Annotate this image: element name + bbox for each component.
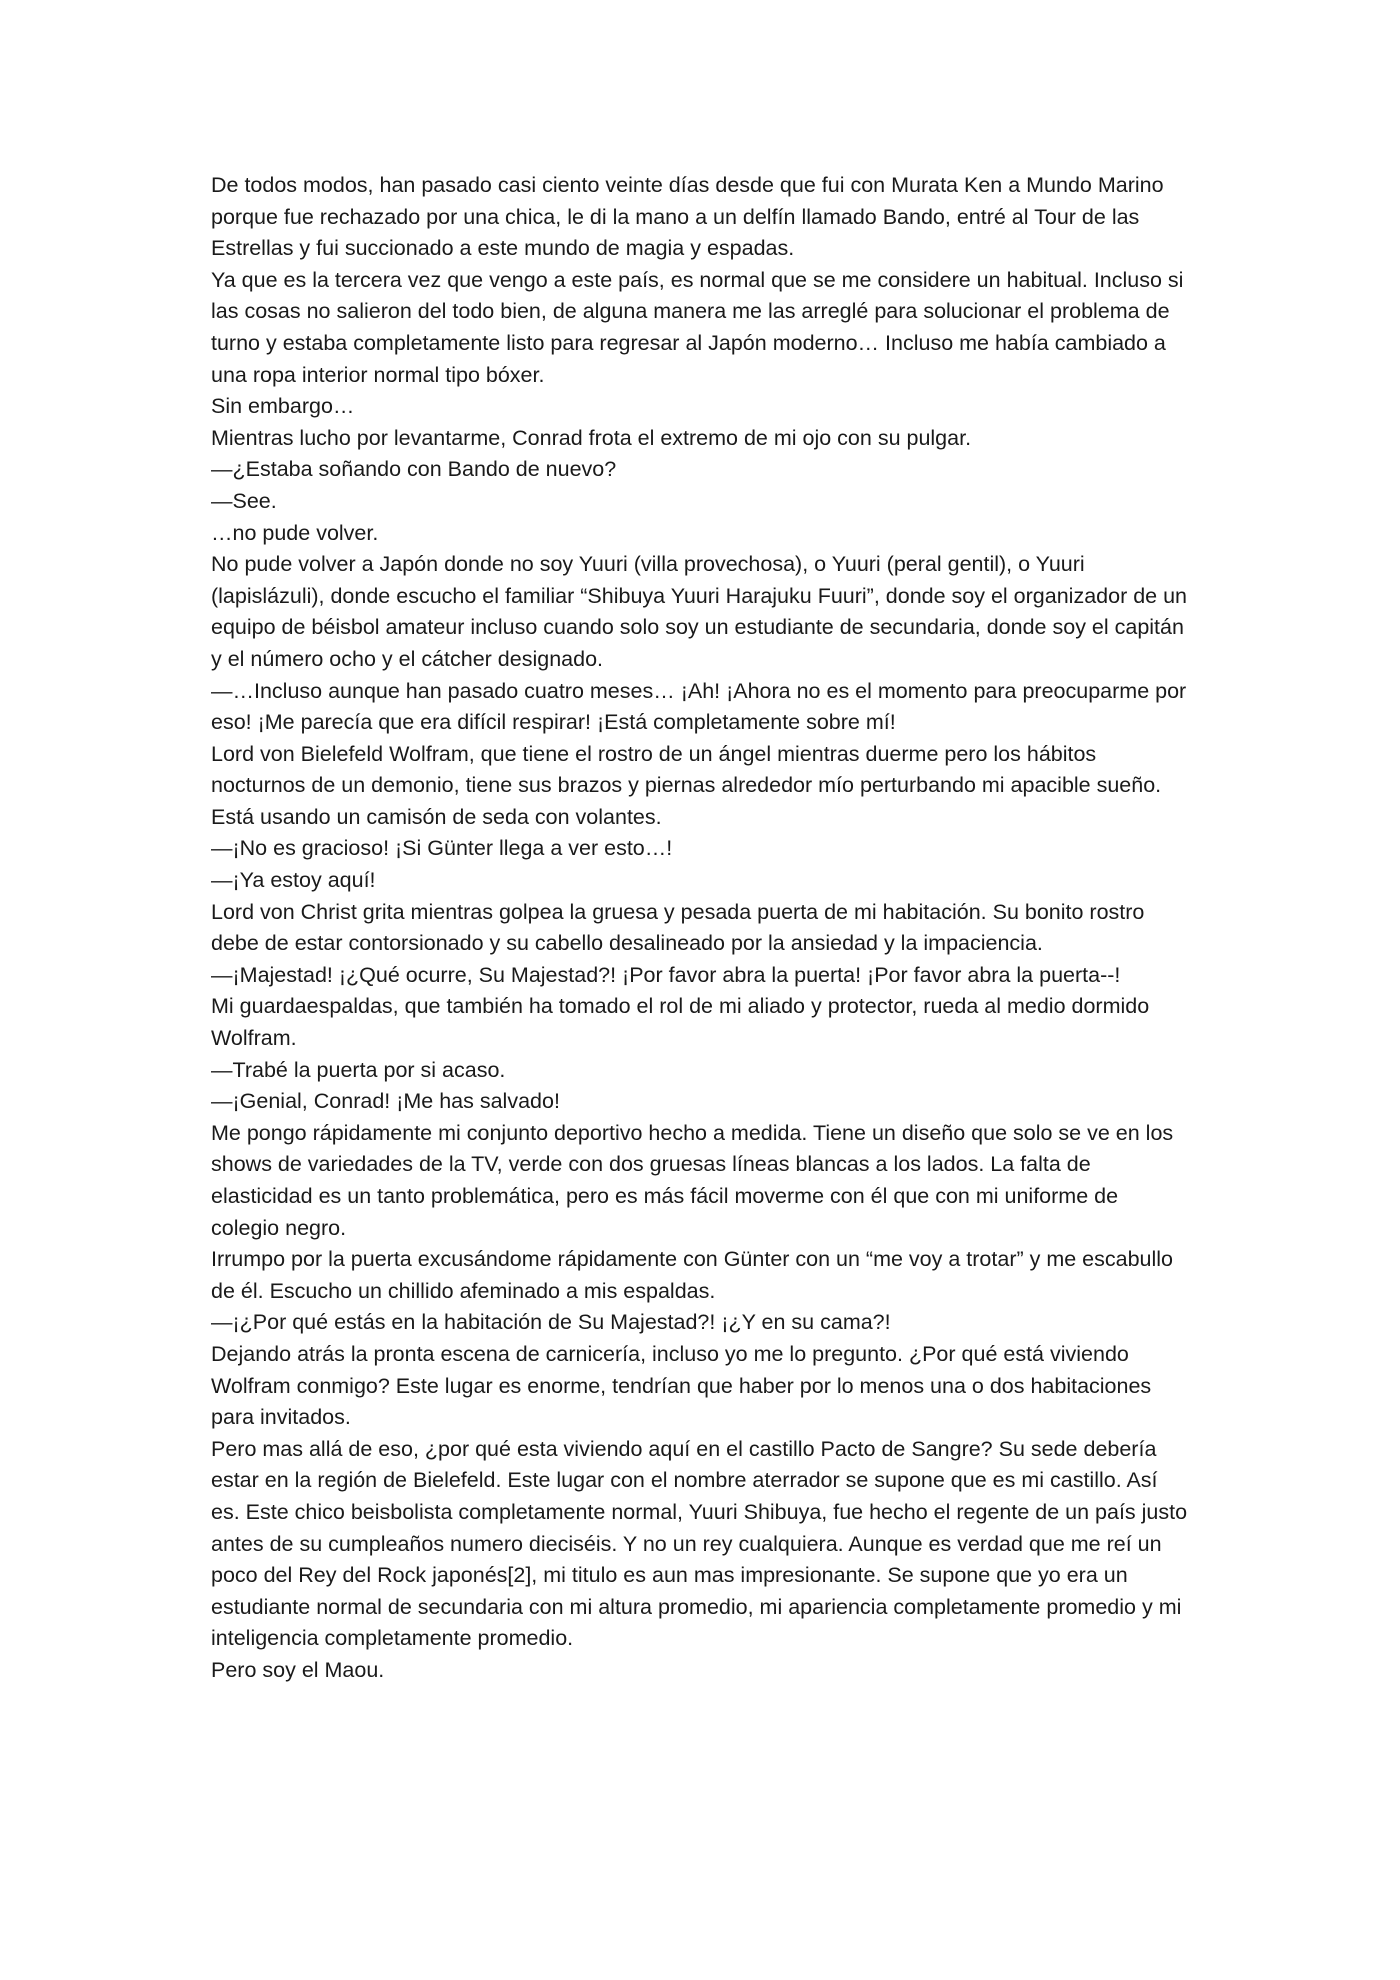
paragraph: Ya que es la tercera vez que vengo a este país, es normal que se me considere un habitual. Incluso si las cosas no salieron del todo bien, de alguna manera me las arreglé para solucionar el problema de turno y estaba completamente listo para regresar al Japón moderno… Incluso me había cambiado a una ropa interior normal tipo bóxer. bbox=[211, 267, 1184, 387]
paragraph: …no pude volver. bbox=[211, 520, 379, 545]
paragraph: Pero mas allá de eso, ¿por qué esta viviendo aquí en el castillo Pacto de Sangre? Su sede debería estar en la región de Bielefeld. Este lugar con el nombre aterrador se supone que es mi castillo. Así es. Este chico beisbolista completamente normal, Yuuri Shibuya, fue hecho el regente de un país justo antes de su cumpleaños numero dieciséis. Y no un rey cualquiera. Aunque es verdad que me reí un poco del Rey del Rock japonés[2], mi titulo es aun mas impresionante. Se supone que yo era un estudiante normal de secundaria con mi altura promedio, mi apariencia completamente promedio y mi inteligencia completamente promedio. bbox=[211, 1436, 1188, 1651]
paragraph: Irrumpo por la puerta excusándome rápidamente con Günter con un “me voy a trotar” y me escabullo de él. Escucho un chillido afeminado a mis espaldas. bbox=[211, 1247, 1174, 1303]
paragraph: Lord von Bielefeld Wolfram, que tiene el rostro de un ángel mientras duerme pero los hábitos nocturnos de un demonio, tiene sus brazos y piernas alrededor mío perturbando mi apacible sueño. Está usando un camisón de seda con volantes. bbox=[211, 741, 1162, 829]
paragraph: No pude volver a Japón donde no soy Yuuri (villa provechosa), o Yuuri (peral gentil), o Yuuri (lapislázuli), donde escucho el familiar “Shibuya Yuuri Harajuku Fuuri”, donde soy el organizador de un equipo de béisbol amateur incluso cuando solo soy un estudiante de secundaria, donde soy el capitán y el número ocho y el cátcher designado. bbox=[211, 552, 1188, 671]
dialogue-line: —¿Estaba soñando con Bando de nuevo? bbox=[211, 457, 617, 482]
dialogue-line: —…Incluso aunque han pasado cuatro meses… ¡Ah! ¡Ahora no es el momento para preocuparme por eso! ¡Me parecía que era difícil respirar! ¡Está completamente sobre mí! bbox=[211, 678, 1187, 735]
dialogue-line: —¡No es gracioso! ¡Si Günter llega a ver esto…! bbox=[211, 836, 673, 861]
paragraph: Dejando atrás la pronta escena de carnicería, incluso yo me lo pregunto. ¿Por qué está viviendo Wolfram conmigo? Este lugar es enorme, tendrían que haber por lo menos una o dos habitaciones para invitados. bbox=[211, 1341, 1152, 1430]
paragraph: Pero soy el Maou. bbox=[211, 1657, 385, 1682]
paragraph: Lord von Christ grita mientras golpea la gruesa y pesada puerta de mi habitación. Su bonito rostro debe de estar contorsionado y su cabello desalineado por la ansiedad y la impaciencia. bbox=[211, 899, 1145, 956]
body-text bbox=[211, 170, 1191, 1687]
paragraph: Mientras lucho por levantarme, Conrad frota el extremo de mi ojo con su pulgar. bbox=[211, 425, 972, 450]
dialogue-line: —¡Majestad! ¡¿Qué ocurre, Su Majestad?! ¡Por favor abra la puerta! ¡Por favor abra la puerta--! bbox=[211, 962, 1121, 987]
dialogue-line: —¡Ya estoy aquí! bbox=[211, 868, 376, 893]
paragraph: De todos modos, han pasado casi ciento veinte días desde que fui con Murata Ken a Mundo Marino porque fue rechazado por una chica, le di la mano a un delfín llamado Bando, entré al Tour de las Estrellas y fui succionado a este mundo de magia y espadas. bbox=[211, 173, 1164, 261]
dialogue-line: —Trabé la puerta por si acaso. bbox=[211, 1057, 506, 1082]
paragraph: Mi guardaespaldas, que también ha tomado el rol de mi aliado y protector, rueda al medio dormido Wolfram. bbox=[211, 994, 1150, 1051]
paragraph: Sin embargo… bbox=[211, 394, 355, 419]
dialogue-line: —¡Genial, Conrad! ¡Me has salvado! bbox=[211, 1089, 560, 1114]
paragraph: Me pongo rápidamente mi conjunto deportivo hecho a medida. Tiene un diseño que solo se ve en los shows de variedades de la TV, verde con dos gruesas líneas blancas a los lados. La falta de elasticidad es un tanto problemática, pero es más fácil moverme con él que con mi uniforme de colegio negro. bbox=[211, 1120, 1174, 1240]
dialogue-line: —See. bbox=[211, 488, 277, 513]
dialogue-line: —¡¿Por qué estás en la habitación de Su Majestad?! ¡¿Y en su cama?! bbox=[211, 1310, 891, 1335]
